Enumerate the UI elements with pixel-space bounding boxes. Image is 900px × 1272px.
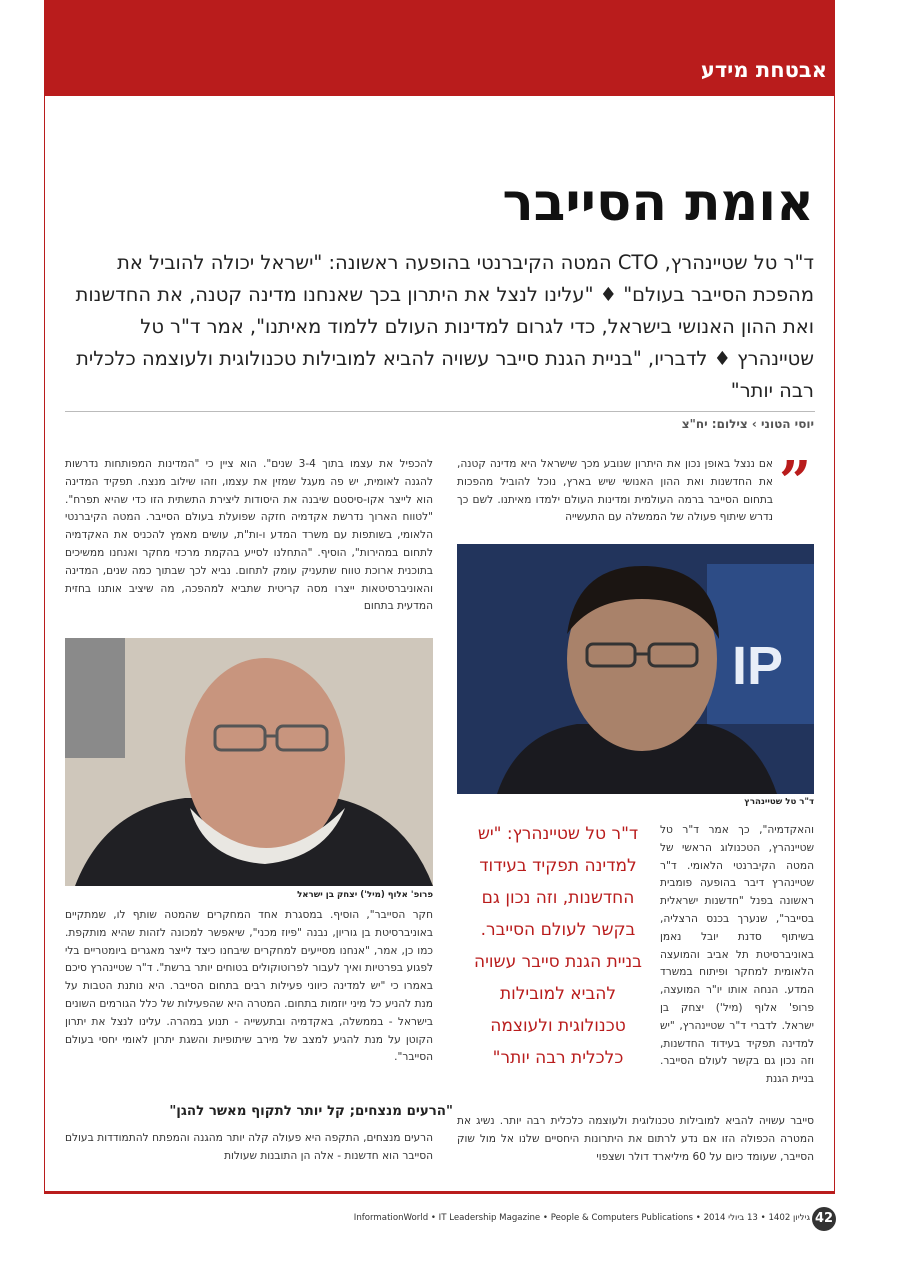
frame-line-right <box>834 96 835 1193</box>
portrait-steinhertz-image <box>457 544 814 794</box>
photo-ben-israel <box>65 638 433 886</box>
paragraph: סייבר עשויה להביא למובילות טכנולוגית ולעוצמה כלכלית רבה יותר. נשיג את המטרה הכפולה הזו אם נדע לרתום את היתרונות היחסיים שלנו אל מול שוק הסייבר, שעומד כיום על 60 מיליארד דולר ושצפוי <box>457 1115 814 1163</box>
paragraph: חקר הסייבר", הוסיף. במסגרת אחד המחקרים שהמטה שותף לו, שמתקיים באוניברסיטת בן גוריון, נבנה "פיוז מכני", שיאפשר למכונה לזהות שהיא מותקפת. כמו כן, אמר, "אנחנו מסייעים למחקרים שיבחנו כיצד לייצר מאגרים ביומטריים בלי לפגוע בפרטיות ואיך לעבור לפרוטוקולים בטוחים יותר ברשת". ד"ר שטיינהרץ סיכם באמרו כי "יש למדינה כיווני פעילות רבים בתחום הסייבר. היא נותנת הטבות על מנת להניע כל מיני יוזמות בתחום. המטרה היא שהפעילות של כלל הגורמים השונים בישראל - בממשלה, באקדמיה ובתעשייה - תנוע במהרה. עלינו לנצל את יתרון הקוטן על מנת להגיע למצב של מירב שיתופיות והשגת יתרון לאומי יחסי בעולם הסייבר". <box>65 909 433 1064</box>
column-left-end <box>65 1130 433 1166</box>
svg-text:IP: IP <box>732 636 784 696</box>
section-title: אבטחת מידע <box>700 58 827 82</box>
article-headline: אומת הסייבר <box>502 173 814 233</box>
column-left-top <box>65 456 433 616</box>
paragraph: להכפיל את עצמו בתוך 3-4 שנים". הוא ציין כי "המדינות המפותחות נדרשות להגנה לאומית, יש פה מעגל שמזין את עצמו, וזהו שילוב מנצח. תפקיד המדינה הוא לייצר אקו-סיסטם שיבנה את היסודות ליצירת התשתית הזו כדי שהיא תפרח". "לטווח הארוך נדרשת אקדמיה חזקה שפועלת בעולם הסייבר. המטה הקיברנטי הלאומי, בשותפות עם משרד המדע ו-ות"ת, עושים מאמץ להכניס את האקדמיה לתחום במהירות", הוסיף. "התחלנו לסייע בהקמת מרכזי מחקר ואנחנו ממשיכים בתוכנית ארוכת טווח שתעניק עומק לתחום. נביא לכך שבתוך כמה שנים, המדינה והאוניברסיטאות ייצרו מסה קריטית שתביא למהפכה, מה שיציב אותנו בחזית המדעית בתחום <box>65 458 433 613</box>
byline-divider <box>65 411 815 412</box>
photo-caption-right: ד"ר טל שטיינהרץ <box>744 797 814 807</box>
quote-mark-icon: ” <box>779 449 812 515</box>
column-right-narrow <box>660 822 814 1089</box>
portrait-ben-israel-image <box>65 638 433 886</box>
frame-line-bottom <box>44 1191 835 1194</box>
section-subheading: "הרעים מנצחים; קל יותר לתקוף מאשר להגן" <box>169 1104 453 1119</box>
photo-steinhertz <box>457 544 814 794</box>
frame-line-left <box>44 96 45 1193</box>
article-lead: ד"ר טל שטיינהרץ, CTO המטה הקיברנטי בהופעה ראשונה: "ישראל יכולה להוביל את מהפכת הסייבר בעולם" ♦ "עלינו לנצל את היתרון בכך שאנחנו מדינה קטנה, את החדשנות ואת ההון האנושי בישראל, כדי לגרום למדינות העולם ללמוד מאיתנו", אמר ד"ר טל שטיינהרץ ♦ לדבריו, "בניית הגנת סייבר עשויה להביא למובילות טכנולוגית ולעוצמה כלכלית רבה יותר" <box>75 251 814 402</box>
paragraph: אם ננצל באופן נכון את היתרון שנובע מכך שישראל היא מדינה קטנה, את החדשנות ואת ההון האנושי שיש בארץ, נוכל להוביל מהפכות בתחום הסייבר ברמה העולמית ומדינות העולם ילמדו מאיתנו. לשם כך נדרש שיתוף פעולה של הממשלה עם התעשייה <box>457 458 773 524</box>
page-number: 42 <box>812 1207 836 1231</box>
article-byline: יוסי הטוני › צילום: יח"צ <box>681 417 814 431</box>
photo-caption-left: פרופ' אלוף (מיל') יצחק בן ישראל <box>297 890 433 900</box>
page-footer: גיליון 1402 • 13 ביולי 2014 • InformationWorld • IT Leadership Magazine • People & Computers Publications <box>353 1213 810 1223</box>
pull-quote: ד"ר טל שטיינהרץ: "יש למדינה תפקיד בעידוד החדשנות, וזה נכון גם בקשר לעולם הסייבר. בניית הגנת סייבר עשויה להביא למובילות טכנולוגית ולעוצמה כלכלית רבה יותר" <box>474 824 642 1068</box>
column-right-intro <box>457 456 773 527</box>
paragraph: הרעים מנצחים, התקפה היא פעולה קלה יותר מהגנה והמפתח להתמודדות בעולם הסייבר הוא חדשנות - אלה הן התובנות שעולות <box>65 1132 433 1162</box>
paragraph: והאקדמיה", כך אמר ד"ר טל שטיינהרץ, הטכנולוג הראשי של המטה הקיברנטי הלאומי. ד"ר שטיינהרץ דיבר בהופעה פומבית ראשונה בפנל "חדשנות ישראלית בסייבר", שנערך בכנס הרצליה, בשיתוף סדנת יובל נאמן באוניברסיטת תל אביב והמועצה הלאומית למחקר ופיתוח במשרד המדע. הנחה אותו יו"ר המועצה, פרופ' אלוף (מיל') יצחק בן ישראל. לדברי ד"ר שטיינהרץ, "יש למדינה תפקיד בעידוד החדשנות, וזה נכון גם בקשר לעולם הסייבר. בניית הגנת <box>660 824 814 1086</box>
column-right-bottom <box>457 1113 814 1166</box>
column-left-bottom <box>65 907 433 1067</box>
